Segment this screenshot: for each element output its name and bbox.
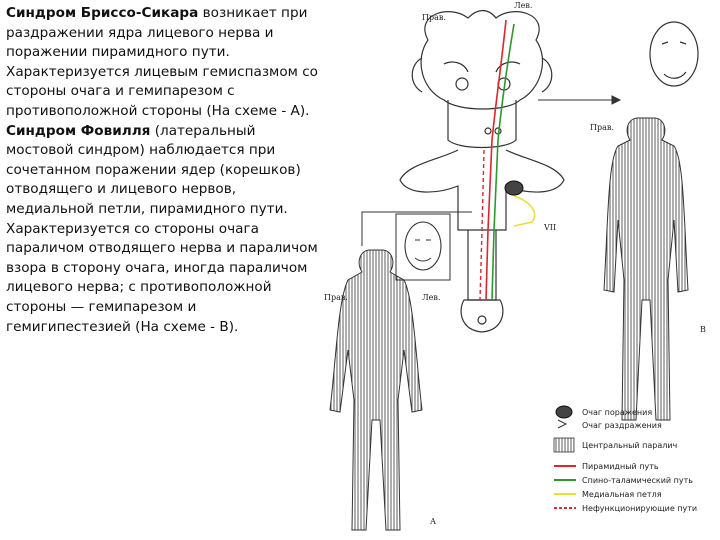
syndrome-diagram <box>318 0 720 540</box>
brissaud-sicard-body: возникает при раздражении ядра лицевого нерва и поражении пирамидного пути. Характеризуется лицевым гемиспазмом со стороны очага и гемипарезом с противоположной стороны (На схеме - А). <box>6 5 318 119</box>
lesion-focus <box>505 181 523 195</box>
legend-irritation-label: Очаг раздражения <box>582 421 662 430</box>
figure-b-label: В <box>700 325 706 334</box>
figure-a-label: А <box>430 517 437 526</box>
face-inset-a <box>396 214 450 280</box>
legend-item-spinothalamic <box>554 476 693 485</box>
legend-lemniscus-label: Медиальная петля <box>582 490 662 499</box>
figure-b-side-label: Прав. <box>590 123 614 132</box>
legend-item-lesion <box>556 406 652 418</box>
legend-item-nonfunctioning <box>554 504 697 513</box>
legend <box>554 406 697 513</box>
figure-a-left-label: Прав. <box>324 293 348 302</box>
foville-body: (латеральный мостовой синдром) наблюдается при сочетанном поражении ядер (корешков) отводящего и лицевого нервов, медиальной петли, пирамидного пути. Характеризуется со стороны очага параличом отводящего нерва и параличом взора в сторону очага, иногда параличом лицевого нерва; с противоположной стороны — гемипарезом и гемигипестезией (На схеме - В). <box>6 122 318 335</box>
spinothalamic-tract <box>492 24 514 300</box>
brain-label-left: Прав. <box>422 13 446 22</box>
legend-item-paralysis <box>554 438 677 452</box>
foville-title: Синдром Фовилля <box>6 122 151 139</box>
description-text <box>6 4 318 337</box>
legend-lesion-label: Очаг поражения <box>582 408 653 417</box>
nonfunctioning-tract <box>480 150 484 300</box>
brissaud-sicard-paragraph <box>6 4 318 122</box>
brain-section <box>400 11 564 333</box>
legend-pyramidal-label: Пирамидный путь <box>582 462 659 471</box>
legend-item-irritation <box>558 420 662 430</box>
legend-paralysis-label: Центральный паралич <box>582 441 678 450</box>
foville-paragraph <box>6 122 318 338</box>
legend-spinothalamic-label: Спино-таламический путь <box>582 476 693 485</box>
legend-nonfunctioning-label: Нефункционирующие пути <box>582 504 698 513</box>
body-figure-b <box>604 118 688 420</box>
facial-nerve-path <box>514 196 535 226</box>
nerve-label: VII <box>544 223 557 232</box>
legend-item-pyramidal <box>554 462 659 471</box>
legend-item-lemniscus <box>554 490 662 499</box>
body-figure-a <box>330 250 422 530</box>
figure-a-right-label: Лев. <box>422 293 441 302</box>
brain-label-right: Лев. <box>514 1 533 10</box>
brissaud-sicard-title: Синдром Бриссо-Сикара <box>6 5 199 21</box>
face-inset-b <box>650 22 698 86</box>
